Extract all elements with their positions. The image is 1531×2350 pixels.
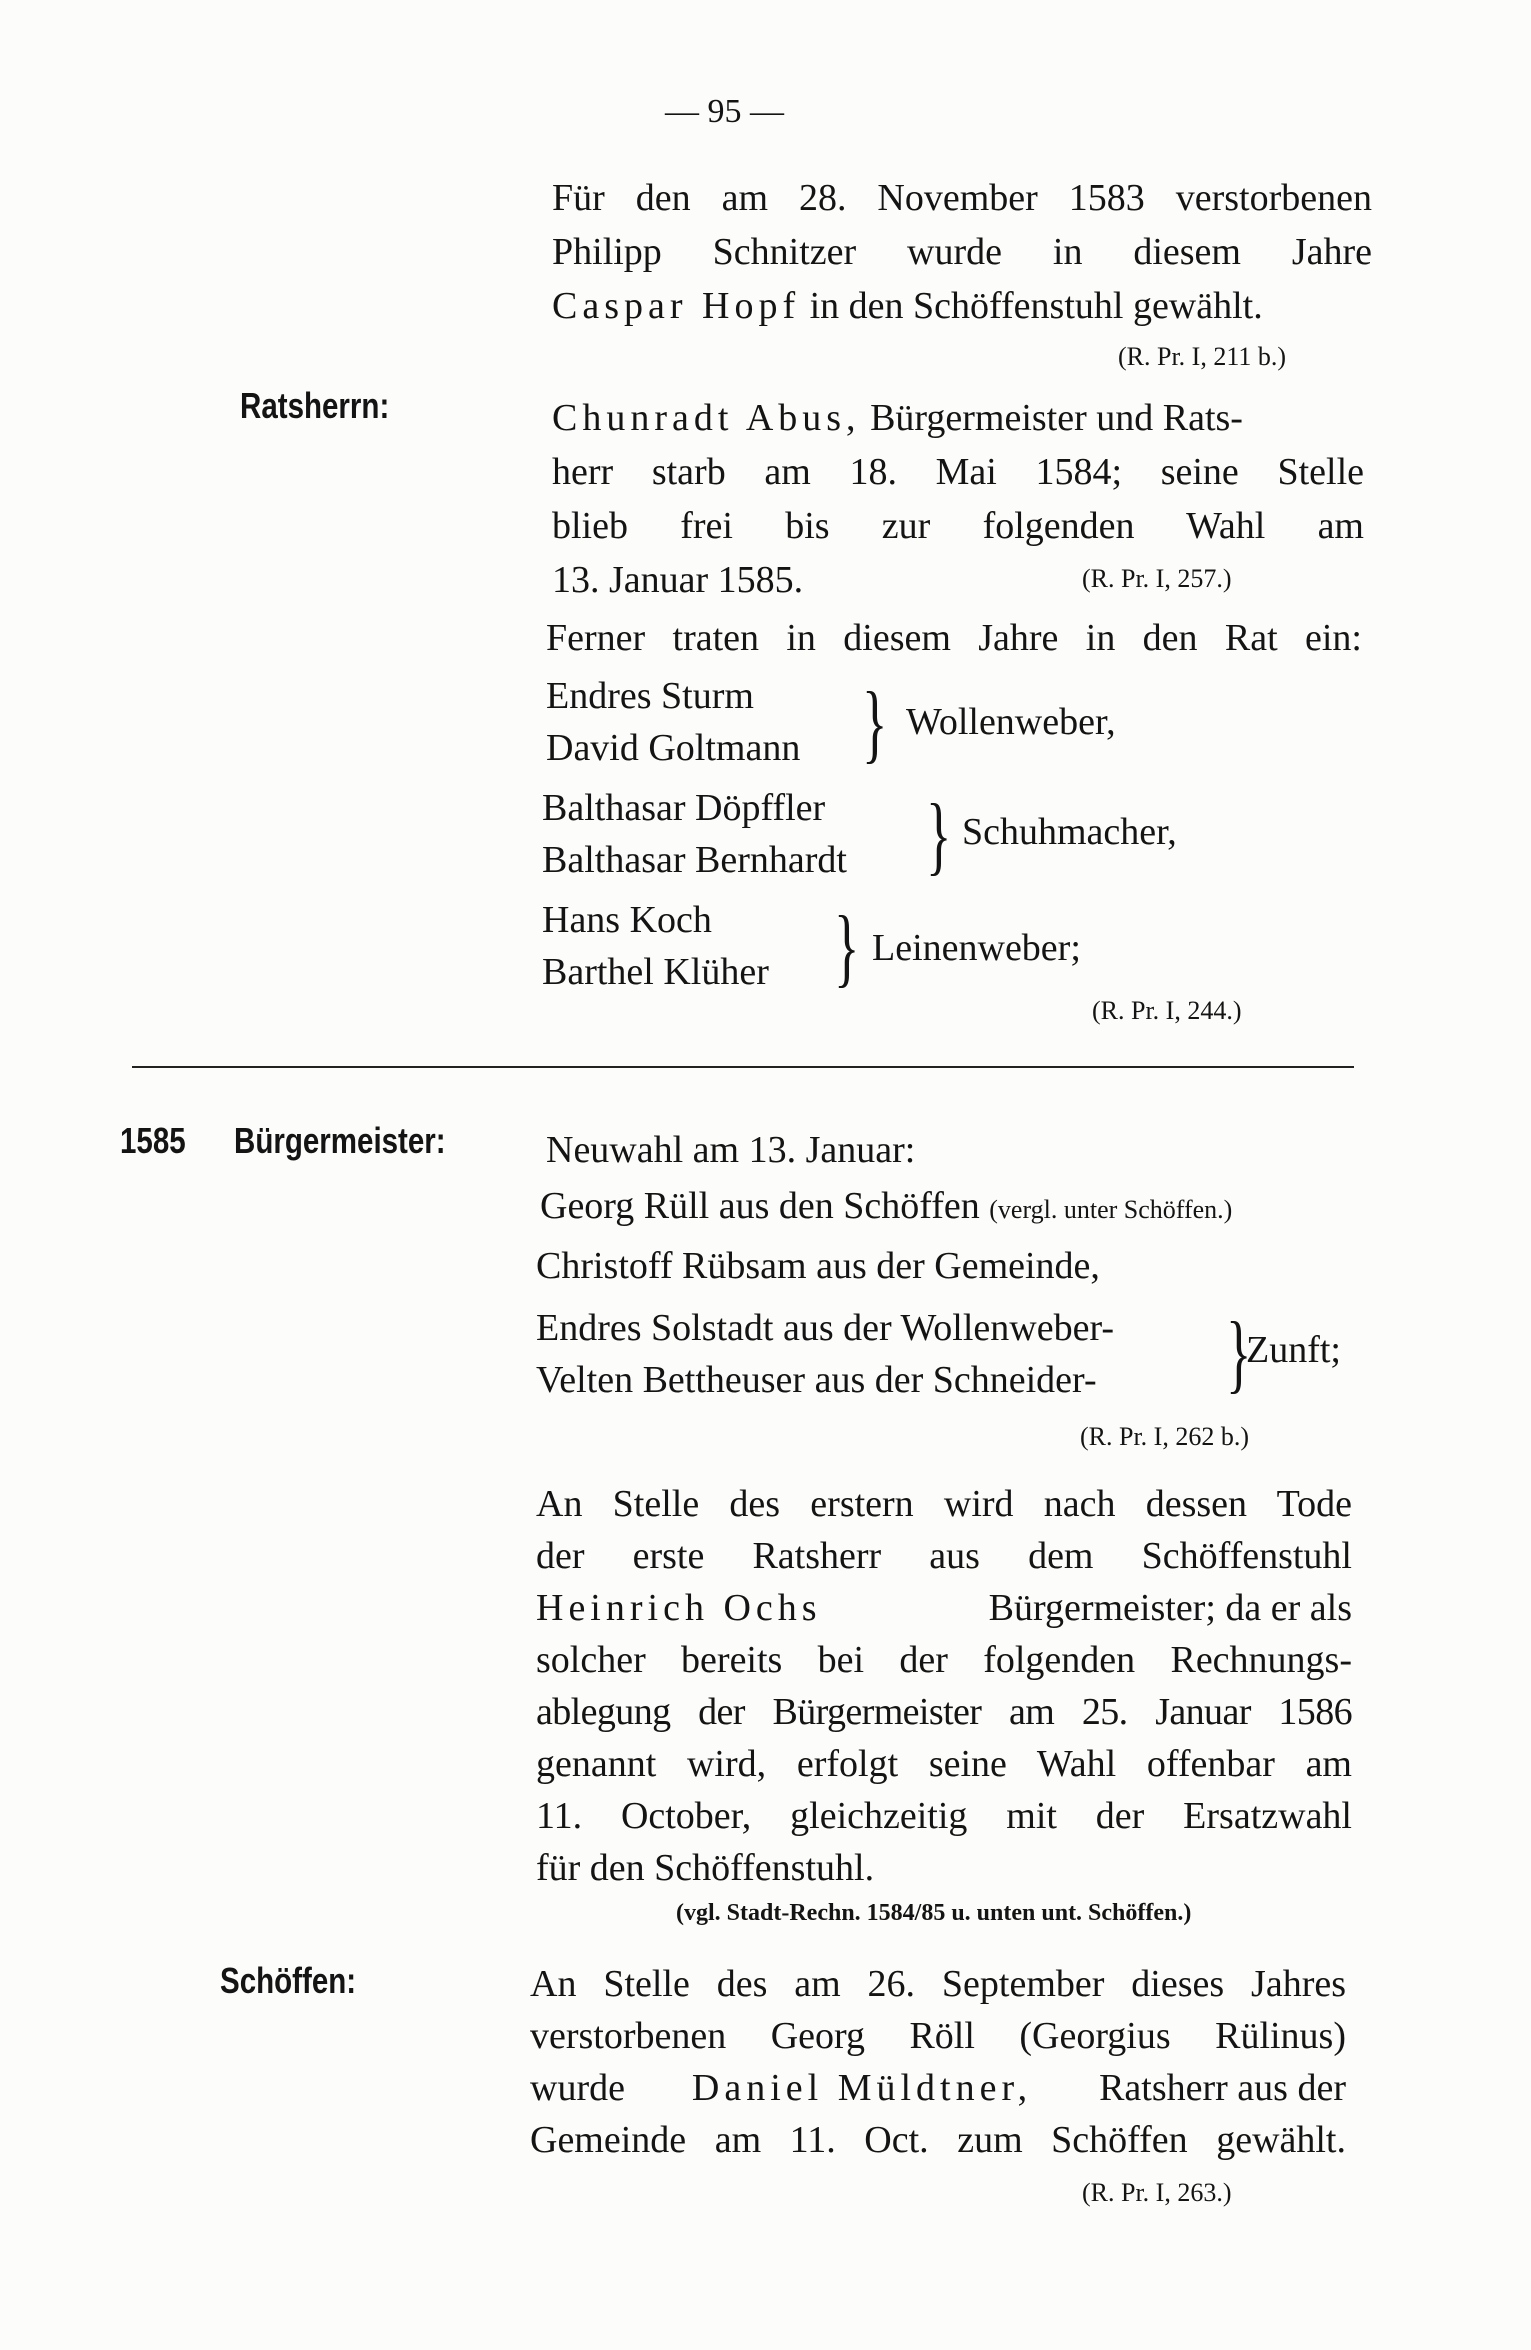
trade-label: Leinenweber; [872,927,1081,969]
text-fragment: Bürgermeister und Rats- [870,397,1243,439]
text-line: 11. October, gleichzeitig mit der Ersatzwahl [536,1795,1352,1837]
brace-icon: } [1226,1305,1252,1402]
guild-label: Zunft; [1246,1329,1341,1371]
text-line: für den Schöffenstuhl. [536,1847,875,1889]
text-line: der erste Ratsherr aus dem Schöffenstuhl [536,1535,1352,1577]
text-line: Für den am 28. November 1583 verstorbenen [552,177,1372,219]
member-name: Barthel Klüher [542,951,769,993]
text-line: solcher bereits bei der folgenden Rechnungs- [536,1639,1352,1681]
trade-label: Wollenweber, [906,701,1116,743]
text-fragment: Bürgermeister; da er als [988,1587,1352,1629]
member-name: David Goltmann [546,727,801,769]
section-heading: Bürgermeister: [234,1120,446,1161]
text-line [536,1582,1352,1634]
year-label: 1585 [120,1120,186,1161]
person-name: Chunradt Abus, [552,397,861,439]
text-line: Endres Solstadt aus der Wollenweber- [536,1307,1114,1349]
text-fragment: Georg Rüll aus den Schöffen [540,1185,980,1227]
text-fragment: in den Schöffenstuhl gewählt. [809,285,1263,327]
text-line: ablegung der Bürgermeister am 25. Januar 1586 [536,1691,1352,1733]
text-line [540,1180,1232,1236]
text-fragment: Ratsherr aus der [1099,2067,1346,2109]
text-line: An Stelle des erstern wird nach dessen Tode [536,1483,1352,1525]
text-line: Gemeinde am 11. Oct. zum Schöffen gewählt. [530,2119,1346,2161]
text-line: An Stelle des am 26. September dieses Jahres [530,1963,1346,2005]
brace-icon: } [926,787,952,884]
text-line: verstorbenen Georg Röll (Georgius Rülinus) [530,2015,1346,2057]
text-line [530,2062,1346,2114]
person-name: Daniel Müldtner, [691,2067,1033,2109]
text-line [552,280,1263,332]
text-line: herr starb am 18. Mai 1584; seine Stelle [552,451,1364,493]
citation: (R. Pr. I, 211 b.) [1118,342,1287,371]
text-line: blieb frei bis zur folgenden Wahl am [552,505,1364,547]
member-name: Balthasar Döpffler [542,787,826,829]
text-line: Neuwahl am 13. Januar: [546,1129,916,1171]
member-name: Endres Sturm [546,675,754,717]
inline-note: (vergl. unter Schöffen.) [989,1195,1233,1224]
page-number: — 95 — [665,93,784,130]
text-line: 13. Januar 1585. [552,559,804,601]
citation: (R. Pr. I, 263.) [1082,2178,1232,2207]
text-line: Philipp Schnitzer wurde in diesem Jahre [552,231,1372,273]
member-name: Balthasar Bernhardt [542,839,847,881]
member-name: Hans Koch [542,899,712,941]
text-line: genannt wird, erfolgt seine Wahl offenbar am [536,1743,1352,1785]
text-line: Ferner traten in diesem Jahre in den Rat ein: [546,617,1362,659]
trade-label: Schuhmacher, [962,811,1177,853]
citation: (vgl. Stadt-Rechn. 1584/85 u. unten unt. Schöffen.) [676,1900,1192,1926]
text-line: Velten Bettheuser aus der Schneider- [536,1359,1097,1401]
section-divider [132,1066,1354,1068]
brace-icon: } [862,675,888,772]
person-name: Heinrich Ochs [536,1587,822,1629]
brace-icon: } [834,899,860,996]
citation: (R. Pr. I, 262 b.) [1080,1422,1249,1451]
citation: (R. Pr. I, 257.) [1082,564,1232,593]
text-line [552,392,1243,444]
text-line: Christoff Rübsam aus der Gemeinde, [536,1245,1100,1287]
person-name: Caspar Hopf [552,285,801,327]
section-heading: Schöffen: [220,1960,357,2001]
citation: (R. Pr. I, 244.) [1092,996,1242,1025]
section-heading: Ratsherrn: [240,385,390,426]
text-fragment: wurde [530,2067,625,2109]
